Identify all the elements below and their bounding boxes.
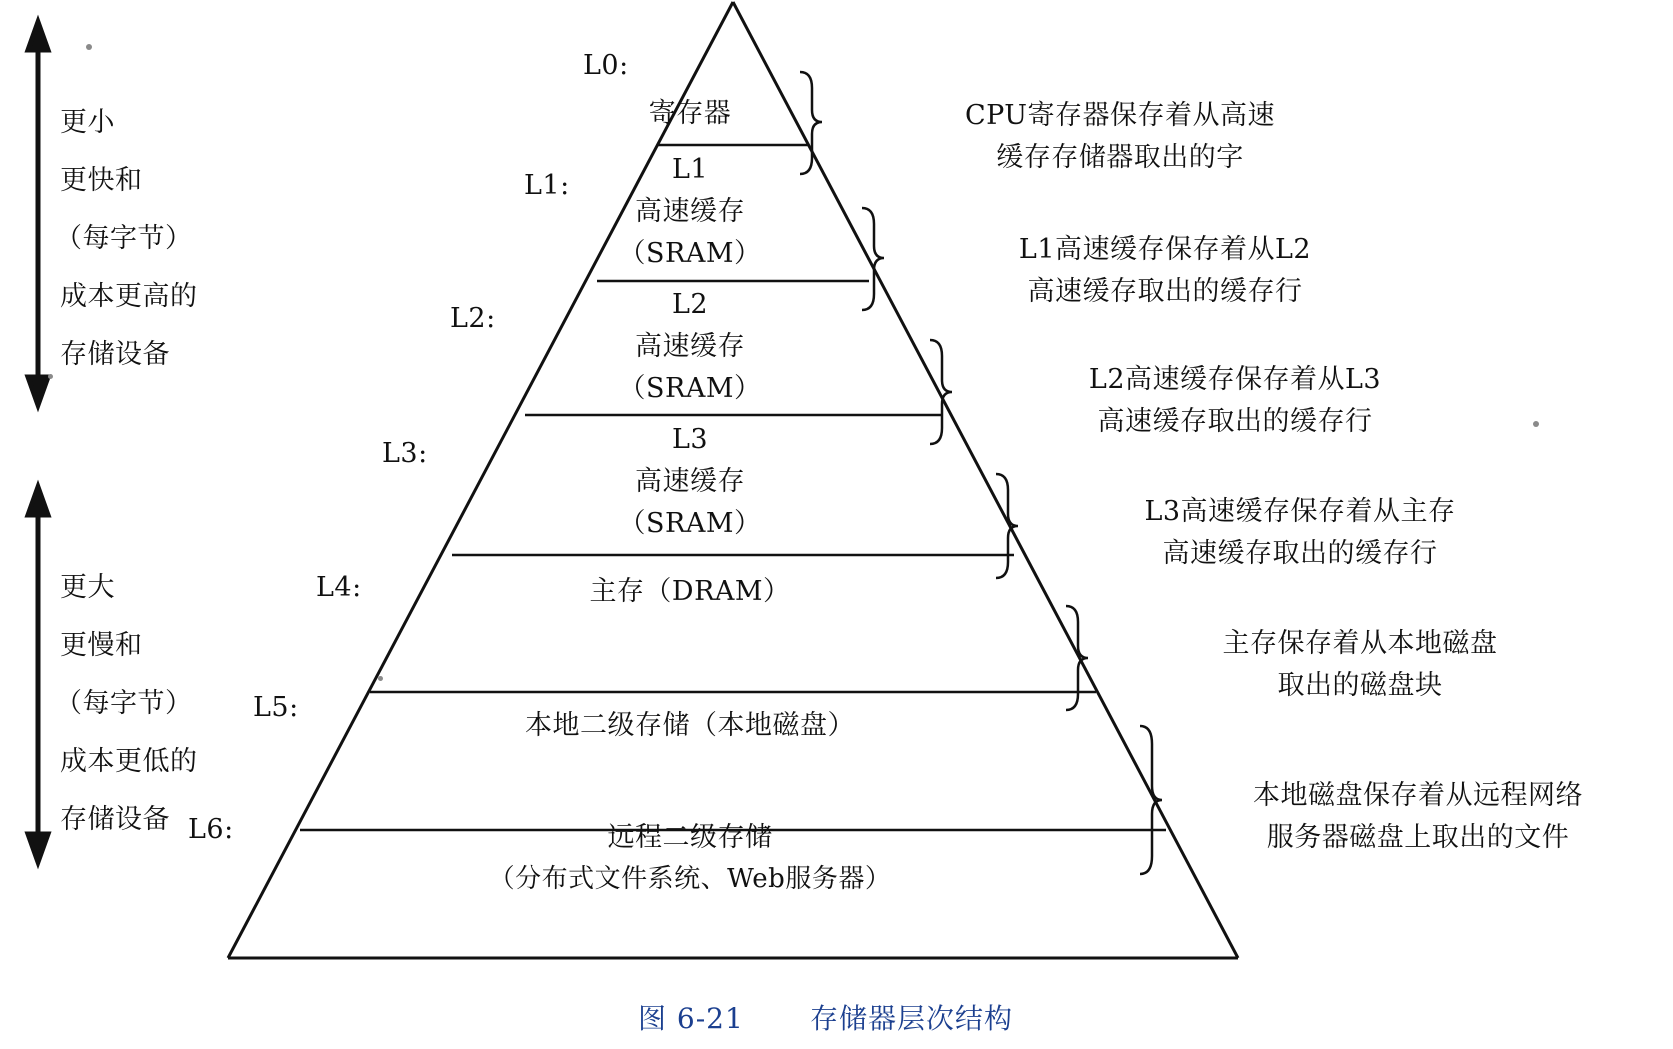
annotation-3-line-1: L2高速缓存保存着从L3 [1088, 364, 1382, 395]
figure-caption-number: 图 6-21 [638, 1002, 744, 1035]
left-axis-top-line-4: 成本更高的 [60, 281, 198, 312]
level-l0-line-1: 寄存器 [648, 98, 732, 129]
left-axis-bottom-line-3: （每字节） [55, 688, 193, 719]
scan-speck [1533, 421, 1539, 427]
annotation-1-line-2: 缓存存储器取出的字 [996, 142, 1244, 173]
level-l3-line-3: （SRAM） [618, 508, 762, 539]
annotation-6-line-2: 服务器磁盘上取出的文件 [1266, 822, 1570, 853]
level-tag-l0: L0: [583, 50, 629, 81]
level-l1-line-2: 高速缓存 [635, 196, 745, 227]
level-tag-l1: L1: [524, 170, 570, 201]
level-l2-line-1: L2 [671, 289, 709, 320]
left-axis-top-line-3: （每字节） [55, 223, 193, 254]
left-axis-bottom-line-5: 存储设备 [60, 804, 170, 835]
left-axis-bottom-line-1: 更大 [60, 572, 115, 603]
annotation-4-line-2: 高速缓存取出的缓存行 [1162, 538, 1438, 569]
level-tag-l5: L5: [253, 692, 299, 723]
left-axis-top-line-2: 更快和 [60, 165, 143, 196]
left-axis-bottom-line-4: 成本更低的 [60, 746, 198, 777]
level-l1-line-1: L1 [671, 154, 709, 185]
level-l2-line-2: 高速缓存 [635, 331, 745, 362]
left-axis-top-line-1: 更小 [60, 107, 115, 138]
level-l3-line-2: 高速缓存 [635, 466, 745, 497]
level-l4-line-1: 主存（DRAM） [589, 576, 791, 607]
left-axis-bottom-line-2: 更慢和 [60, 630, 143, 661]
level-tag-l6: L6: [188, 814, 234, 845]
annotation-2-line-1: L1高速缓存保存着从L2 [1018, 234, 1312, 265]
level-l6-line-1: 远程二级存储 [607, 822, 773, 853]
figure-caption-title: 存储器层次结构 [810, 1002, 1014, 1035]
level-tag-l4: L4: [316, 572, 362, 603]
annotation-3-line-2: 高速缓存取出的缓存行 [1097, 406, 1373, 437]
left-axis-top-line-5: 存储设备 [60, 339, 170, 370]
annotation-5-line-1: 主存保存着从本地磁盘 [1222, 628, 1498, 659]
level-l6-line-2: （分布式文件系统、Web服务器） [488, 864, 892, 894]
level-tag-l2: L2: [450, 303, 496, 334]
left-axis-arrows [28, 22, 48, 862]
annotation-5-line-2: 取出的磁盘块 [1277, 670, 1443, 701]
scan-speck [86, 44, 92, 50]
level-l3-line-1: L3 [671, 424, 709, 455]
annotation-6-line-1: 本地磁盘保存着从远程网络 [1253, 780, 1583, 811]
level-l5-line-1: 本地二级存储（本地磁盘） [525, 710, 855, 741]
level-tag-l3: L3: [382, 438, 428, 469]
annotation-2-line-2: 高速缓存取出的缓存行 [1027, 276, 1303, 307]
level-l1-line-3: （SRAM） [618, 238, 762, 269]
annotation-1-line-1: CPU寄存器保存着从高速 [964, 100, 1276, 131]
scan-speck [48, 374, 53, 379]
scan-speck [378, 676, 383, 681]
level-l2-line-3: （SRAM） [618, 373, 762, 404]
annotation-4-line-1: L3高速缓存保存着从主存 [1144, 496, 1456, 527]
